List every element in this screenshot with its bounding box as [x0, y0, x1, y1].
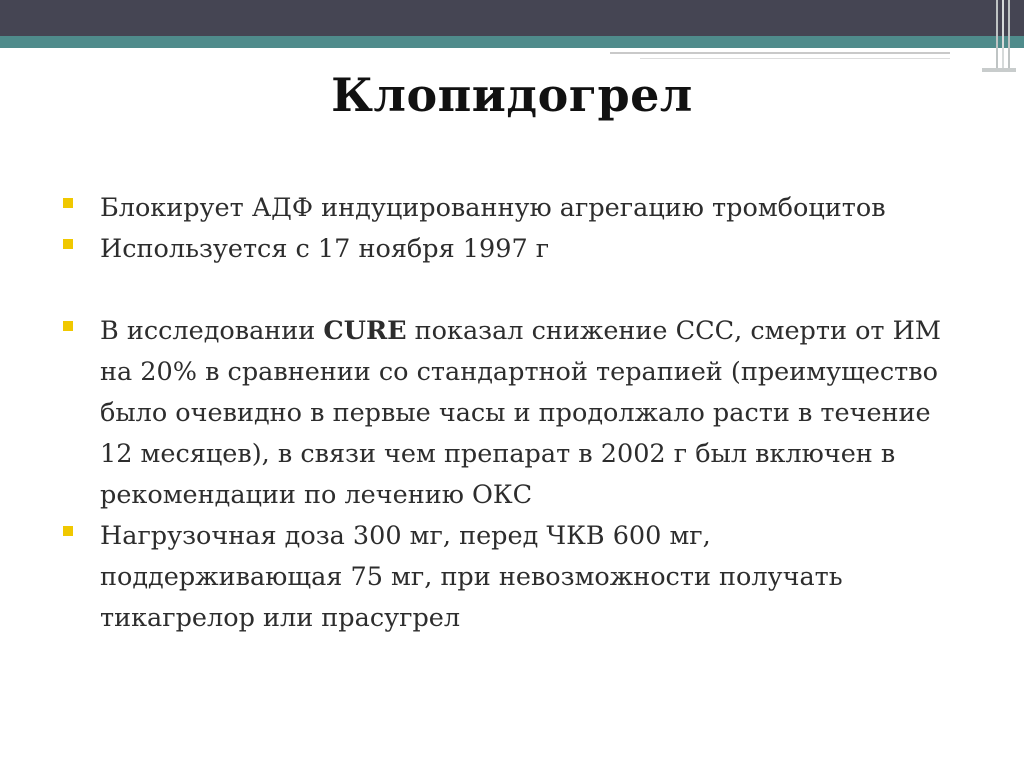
bullet-text-bold: CURE — [323, 316, 407, 346]
bullet-item — [60, 516, 960, 639]
bullet-text: Блокирует АДФ индуцированную агрегацию тромбоцитов — [100, 193, 886, 223]
bullet-square-icon — [63, 526, 73, 536]
bullet-text: Используется с 17 ноября 1997 г — [100, 234, 550, 264]
bullet-item — [60, 229, 960, 270]
header-teal-band — [0, 36, 1024, 48]
bullet-item — [60, 311, 960, 516]
bullet-text-prefix: В исследовании — [100, 316, 324, 346]
bullet-text: Нагрузочная доза 300 мг, перед ЧКВ 600 мг, поддерживающая 75 мг, при невозможности получать тикагрелор или прасугрел — [100, 521, 843, 633]
bullet-item — [60, 188, 960, 229]
bullet-square-icon — [63, 198, 73, 208]
bullet-list — [60, 188, 960, 639]
header-dark-band — [0, 0, 1024, 36]
corner-ornament — [996, 0, 1010, 72]
bullet-text-suffix: показал снижение ССС, смерти от ИМ на 20% в сравнении со стандартной терапией (преимущество было очевидно в первые часы и продолжало расти в течение 12 месяцев), в связи чем препарат в 2002 г был включен в рекомендации по лечению ОКС — [100, 316, 941, 510]
bullet-square-icon — [63, 321, 73, 331]
header-accent-line-secondary — [640, 58, 950, 59]
slide-title: Клопидогрел — [331, 68, 693, 122]
bullet-square-icon — [63, 239, 73, 249]
header-accent-line — [610, 52, 950, 54]
